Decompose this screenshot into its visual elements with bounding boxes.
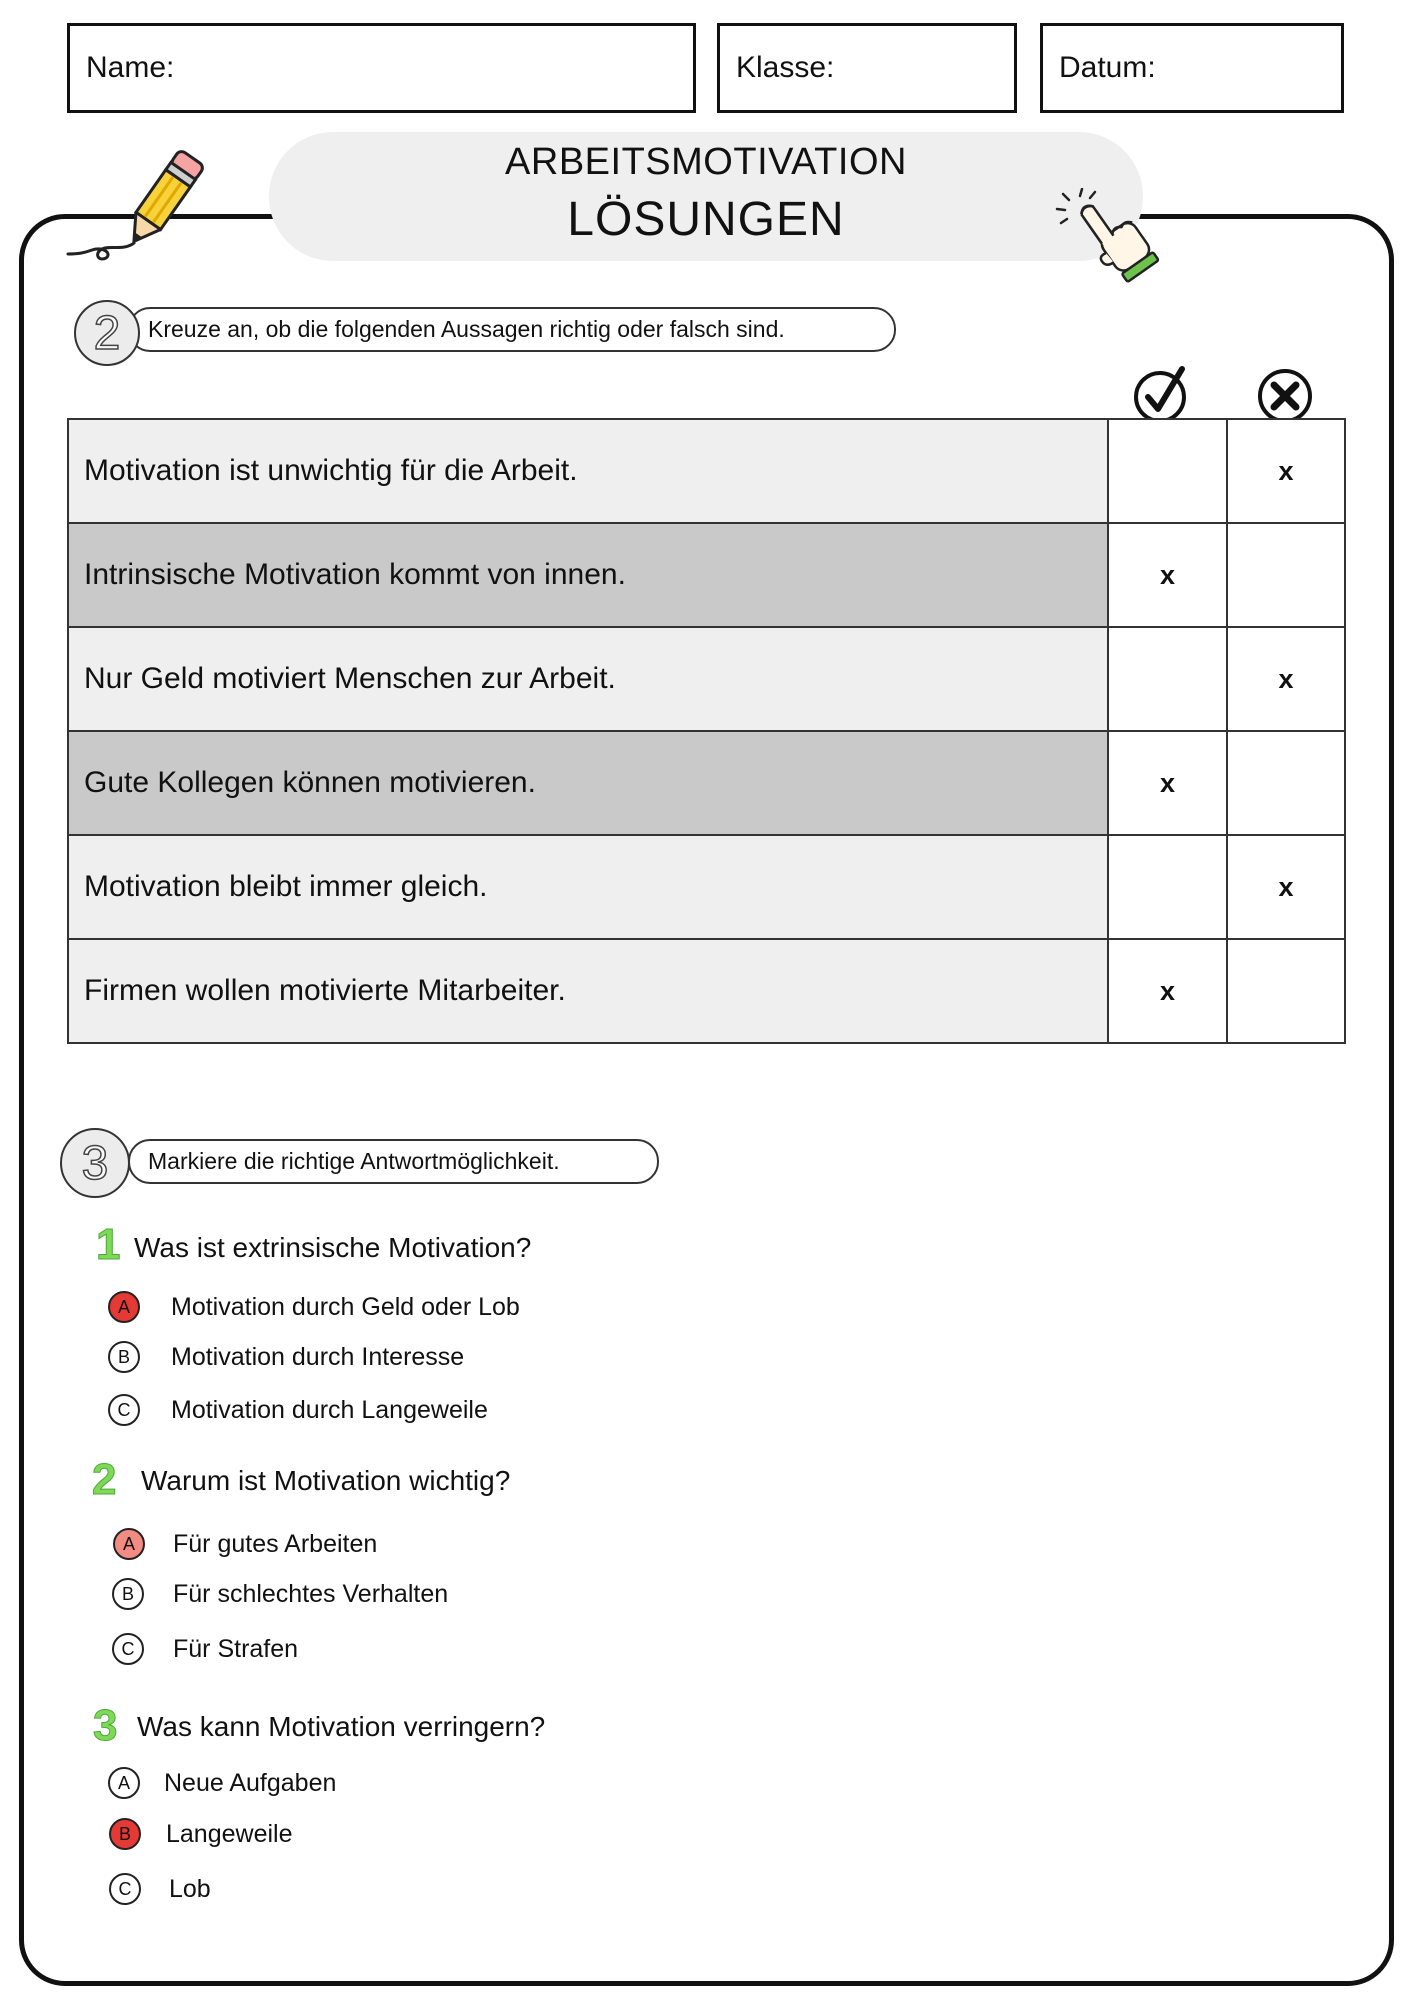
option-letter-circle[interactable]: C bbox=[109, 1873, 141, 1905]
section-2-instruction bbox=[128, 307, 896, 352]
class-field[interactable] bbox=[717, 23, 1017, 113]
true-checkbox[interactable]: x bbox=[1108, 731, 1227, 835]
option-text: Motivation durch Langeweile bbox=[171, 1395, 488, 1424]
table-row bbox=[68, 419, 1345, 523]
date-field[interactable] bbox=[1040, 23, 1344, 113]
question-number-2: 2 bbox=[92, 1455, 117, 1504]
option-letter-circle[interactable]: B bbox=[109, 1818, 141, 1850]
true-checkbox[interactable]: x bbox=[1108, 523, 1227, 627]
option-text: Motivation durch Geld oder Lob bbox=[171, 1292, 520, 1321]
option-text: Für schlechtes Verhalten bbox=[173, 1579, 449, 1608]
false-checkbox[interactable]: x bbox=[1227, 835, 1345, 939]
question-number-3: 3 bbox=[93, 1701, 118, 1750]
table-row bbox=[68, 731, 1345, 835]
table-row bbox=[68, 939, 1345, 1043]
option-text: Neue Aufgaben bbox=[164, 1768, 337, 1797]
answer-option[interactable] bbox=[113, 1527, 377, 1561]
question-number-1: 1 bbox=[96, 1220, 121, 1269]
false-checkbox[interactable] bbox=[1227, 523, 1345, 627]
answer-option[interactable] bbox=[109, 1817, 293, 1851]
option-letter-circle[interactable]: C bbox=[108, 1394, 140, 1426]
table-row bbox=[68, 835, 1345, 939]
answer-option[interactable] bbox=[109, 1872, 211, 1906]
statement-cell: Intrinsische Motivation kommt von innen. bbox=[68, 523, 1108, 627]
section-3-instruction bbox=[128, 1139, 659, 1184]
true-checkbox[interactable] bbox=[1108, 419, 1227, 523]
question-text-2: Warum ist Motivation wichtig? bbox=[141, 1465, 511, 1496]
option-letter-circle[interactable]: A bbox=[113, 1528, 145, 1560]
cross-circle-icon bbox=[1253, 362, 1317, 426]
false-checkbox[interactable]: x bbox=[1227, 627, 1345, 731]
name-label: Name: bbox=[86, 51, 175, 84]
statement-cell: Gute Kollegen können motivieren. bbox=[68, 731, 1108, 835]
check-circle-icon bbox=[1130, 362, 1194, 426]
name-field[interactable] bbox=[67, 23, 696, 113]
option-text: Lob bbox=[169, 1874, 211, 1903]
answer-option[interactable] bbox=[108, 1766, 336, 1800]
option-letter-circle[interactable]: C bbox=[112, 1633, 144, 1665]
false-checkbox[interactable] bbox=[1227, 939, 1345, 1043]
option-text: Für Strafen bbox=[173, 1634, 299, 1663]
option-letter-circle[interactable]: A bbox=[108, 1767, 140, 1799]
question-text-3: Was kann Motivation verringern? bbox=[137, 1711, 546, 1742]
date-label: Datum: bbox=[1059, 51, 1156, 84]
true-checkbox[interactable] bbox=[1108, 835, 1227, 939]
table-row bbox=[68, 523, 1345, 627]
false-checkbox[interactable] bbox=[1227, 731, 1345, 835]
true-checkbox[interactable] bbox=[1108, 627, 1227, 731]
section-number-3: 3 bbox=[60, 1128, 130, 1198]
worksheet-subject: ARBEITSMOTIVATION bbox=[505, 141, 907, 183]
answer-option[interactable] bbox=[112, 1577, 448, 1611]
section-number-2: 2 bbox=[74, 300, 140, 366]
class-label: Klasse: bbox=[736, 51, 835, 84]
worksheet-subtitle: LÖSUNGEN bbox=[567, 193, 845, 246]
answer-option[interactable] bbox=[108, 1340, 464, 1374]
answer-option[interactable] bbox=[112, 1632, 298, 1666]
option-text: Motivation durch Interesse bbox=[171, 1342, 465, 1371]
answer-option[interactable] bbox=[108, 1290, 520, 1324]
section-3-instruction-text: Markiere die richtige Antwortmöglichkeit. bbox=[148, 1148, 560, 1174]
answer-option[interactable] bbox=[108, 1393, 488, 1427]
question-text-1: Was ist extrinsische Motivation? bbox=[134, 1232, 532, 1263]
statement-cell: Firmen wollen motivierte Mitarbeiter. bbox=[68, 939, 1108, 1043]
true-false-table bbox=[67, 418, 1346, 1044]
pencil-icon bbox=[48, 149, 208, 267]
option-text: Für gutes Arbeiten bbox=[173, 1529, 378, 1558]
false-checkbox[interactable]: x bbox=[1227, 419, 1345, 523]
option-letter-circle[interactable]: A bbox=[108, 1291, 140, 1323]
option-letter-circle[interactable]: B bbox=[108, 1341, 140, 1373]
statement-cell: Nur Geld motiviert Menschen zur Arbeit. bbox=[68, 627, 1108, 731]
option-text: Langeweile bbox=[166, 1819, 293, 1848]
option-letter-circle[interactable]: B bbox=[112, 1578, 144, 1610]
pointer-hand-icon bbox=[1052, 188, 1162, 288]
statement-cell: Motivation bleibt immer gleich. bbox=[68, 835, 1108, 939]
true-checkbox[interactable]: x bbox=[1108, 939, 1227, 1043]
title-banner bbox=[269, 132, 1143, 261]
section-2-instruction-text: Kreuze an, ob die folgenden Aussagen richtig oder falsch sind. bbox=[148, 316, 785, 342]
table-row bbox=[68, 627, 1345, 731]
statement-cell: Motivation ist unwichtig für die Arbeit. bbox=[68, 419, 1108, 523]
